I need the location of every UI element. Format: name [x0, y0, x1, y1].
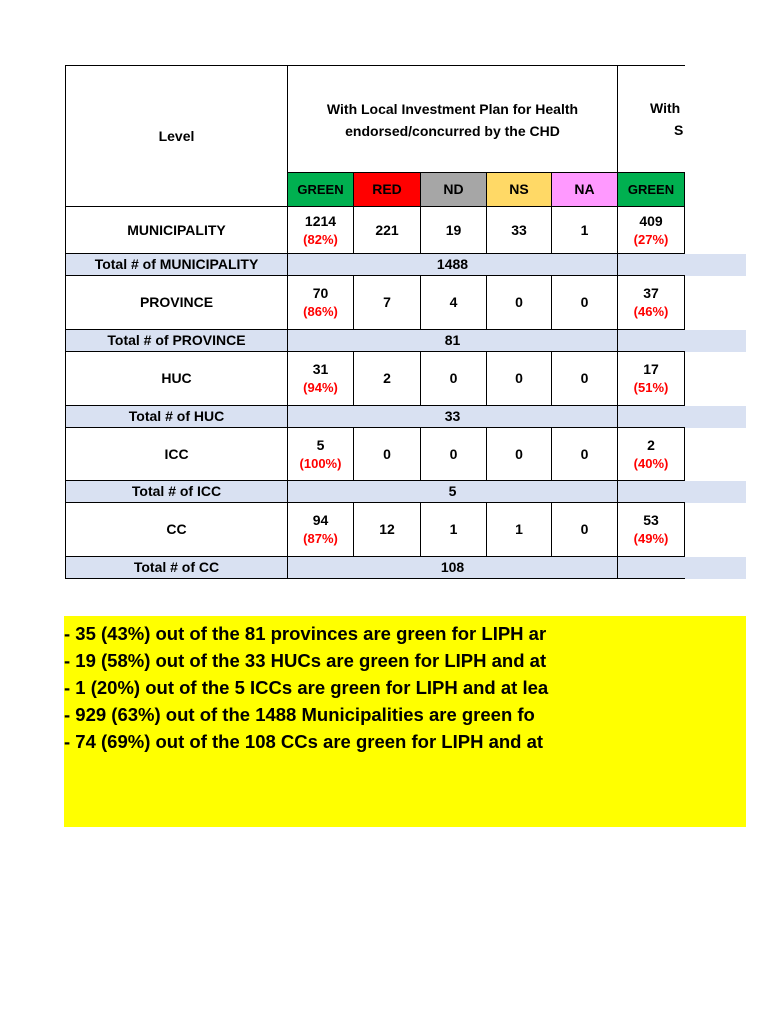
- green-count: 5: [316, 436, 325, 453]
- red-count: 221: [375, 221, 399, 238]
- red-count: 7: [383, 294, 391, 310]
- group2-green-percent: (49%): [633, 531, 669, 547]
- red-count: 2: [383, 370, 391, 386]
- na-value-cell: [551, 351, 618, 406]
- status-header-ns-label: NS: [509, 181, 529, 197]
- green-count: 70: [312, 285, 329, 302]
- group2-green-count: 2: [647, 436, 655, 453]
- ns-value-cell: [486, 427, 552, 481]
- green-percent: (82%): [303, 231, 338, 247]
- table-row-level: [65, 206, 288, 254]
- na-count: 0: [580, 521, 589, 537]
- table-row-level: [65, 275, 288, 330]
- green-percent: (94%): [303, 380, 338, 396]
- na-count: 0: [580, 294, 589, 310]
- nd-count: 0: [449, 445, 458, 462]
- group2-green-value-cell: [617, 502, 685, 557]
- ns-count: 1: [515, 521, 523, 537]
- nd-count: 19: [445, 221, 462, 238]
- green-count: 1214: [304, 212, 337, 229]
- na-count: 1: [580, 221, 589, 238]
- status-header-nd: [420, 172, 487, 207]
- green-count: 31: [312, 361, 329, 378]
- status-header-group2-green: [617, 172, 685, 207]
- status-header-red: [353, 172, 421, 207]
- liph-header-line2: endorsed/concurred by the CHD: [345, 122, 560, 139]
- summary-box: [64, 616, 746, 827]
- green-percent: (100%): [299, 455, 342, 471]
- nd-value-cell: [420, 502, 487, 557]
- liph-header-line1: With Local Investment Plan for Health: [326, 100, 579, 117]
- summary-line: - 1 (20%) out of the 5 ICCs are green for LIPH and at lea: [64, 677, 549, 698]
- green-percent: (86%): [303, 304, 338, 320]
- group2-green-count: 37: [643, 285, 659, 302]
- summary-line: - 929 (63%) out of the 1488 Municipalities are green fo: [64, 704, 535, 725]
- green-value-cell: [287, 502, 354, 557]
- na-value-cell: [551, 427, 618, 481]
- total-row-value-cell: [287, 480, 618, 503]
- status-header-na-label: NA: [574, 181, 595, 197]
- green-value-cell: [287, 275, 354, 330]
- total-row-value-cell: [287, 556, 618, 579]
- status-header-ns: [486, 172, 552, 207]
- total-row-band: [618, 481, 746, 503]
- total-row-value-cell: [287, 329, 618, 352]
- group2-green-percent: (51%): [633, 380, 669, 396]
- ns-count: 0: [515, 294, 523, 310]
- ns-value-cell: [486, 206, 552, 254]
- ns-value-cell: [486, 351, 552, 406]
- group2-header-line1: With: [650, 100, 681, 116]
- green-count: 94: [312, 512, 329, 529]
- summary-line: - 35 (43%) out of the 81 provinces are green for LIPH ar: [64, 623, 547, 644]
- status-header-group2-green-label: GREEN: [627, 181, 675, 197]
- total-row-value-cell: [287, 253, 618, 276]
- group2-green-count: 53: [643, 512, 659, 529]
- nd-count: 1: [449, 521, 458, 537]
- row-level-label: ICC: [164, 445, 189, 462]
- na-value-cell: [551, 502, 618, 557]
- ns-count: 0: [515, 445, 523, 462]
- red-value-cell: [353, 502, 421, 557]
- total-row-label: Total # of HUC: [128, 408, 225, 424]
- total-row-label-cell: [65, 329, 288, 352]
- green-value-cell: [287, 427, 354, 481]
- total-row-value: 33: [444, 408, 461, 424]
- nd-count: 0: [449, 370, 458, 386]
- total-row-value: 1488: [436, 256, 469, 272]
- red-value-cell: [353, 351, 421, 406]
- table-bottom-rule: [618, 578, 685, 579]
- status-header-nd-label: ND: [443, 181, 464, 197]
- red-value-cell: [353, 427, 421, 481]
- status-header-green: [287, 172, 354, 207]
- row-level-label: CC: [166, 521, 187, 537]
- status-header-red-label: RED: [372, 181, 402, 197]
- total-row-label: Total # of PROVINCE: [107, 332, 246, 348]
- total-row-label: Total # of ICC: [131, 483, 222, 499]
- red-value-cell: [353, 206, 421, 254]
- total-row-band: [618, 330, 746, 352]
- group2-green-percent: (40%): [633, 455, 669, 471]
- group2-green-percent: (46%): [633, 304, 669, 320]
- total-row-band: [618, 557, 746, 579]
- status-header-green-label: GREEN: [297, 181, 344, 197]
- summary-line: - 74 (69%) out of the 108 CCs are green for LIPH and at: [64, 731, 544, 752]
- total-row-band: [618, 254, 746, 276]
- group2-header-line2: S: [674, 122, 684, 138]
- green-value-cell: [287, 206, 354, 254]
- na-value-cell: [551, 275, 618, 330]
- ns-value-cell: [486, 275, 552, 330]
- green-percent: (87%): [303, 531, 338, 547]
- group2-green-count: 409: [639, 212, 663, 229]
- group2-green-value-cell: [617, 351, 685, 406]
- group2-green-value-cell: [617, 427, 685, 481]
- group2-green-count: 17: [643, 361, 659, 378]
- na-count: 0: [580, 445, 589, 462]
- total-row-value: 81: [444, 332, 461, 348]
- level-header-label: Level: [158, 127, 195, 144]
- group2-green-value-cell: [617, 275, 685, 330]
- red-count: 0: [383, 445, 391, 462]
- group2-green-percent: (27%): [633, 231, 669, 247]
- nd-count: 4: [449, 294, 458, 310]
- total-row-band: [618, 406, 746, 428]
- total-row-label-cell: [65, 556, 288, 579]
- summary-line: - 19 (58%) out of the 33 HUCs are green for LIPH and at: [64, 650, 547, 671]
- total-row-label: Total # of MUNICIPALITY: [94, 256, 259, 272]
- ns-value-cell: [486, 502, 552, 557]
- total-row-label-cell: [65, 253, 288, 276]
- red-count: 12: [379, 521, 395, 537]
- table-row-level: [65, 502, 288, 557]
- row-level-label: MUNICIPALITY: [127, 221, 226, 238]
- table-row-level: [65, 351, 288, 406]
- total-row-value: 5: [448, 483, 457, 499]
- nd-value-cell: [420, 351, 487, 406]
- row-level-label: HUC: [161, 370, 192, 386]
- ns-count: 33: [511, 221, 527, 238]
- nd-value-cell: [420, 427, 487, 481]
- liph-header-cell: [287, 65, 618, 173]
- level-header-cell: [65, 65, 288, 207]
- na-value-cell: [551, 206, 618, 254]
- nd-value-cell: [420, 275, 487, 330]
- green-value-cell: [287, 351, 354, 406]
- total-row-value: 108: [440, 559, 465, 575]
- na-count: 0: [580, 370, 589, 386]
- group2-green-value-cell: [617, 206, 685, 254]
- table-row-level: [65, 427, 288, 481]
- nd-value-cell: [420, 206, 487, 254]
- total-row-label-cell: [65, 480, 288, 503]
- total-row-label: Total # of CC: [133, 559, 220, 575]
- row-level-label: PROVINCE: [139, 294, 214, 310]
- status-header-na: [551, 172, 618, 207]
- ns-count: 0: [515, 370, 523, 386]
- total-row-value-cell: [287, 405, 618, 428]
- red-value-cell: [353, 275, 421, 330]
- group2-header-cell: [617, 65, 685, 173]
- total-row-label-cell: [65, 405, 288, 428]
